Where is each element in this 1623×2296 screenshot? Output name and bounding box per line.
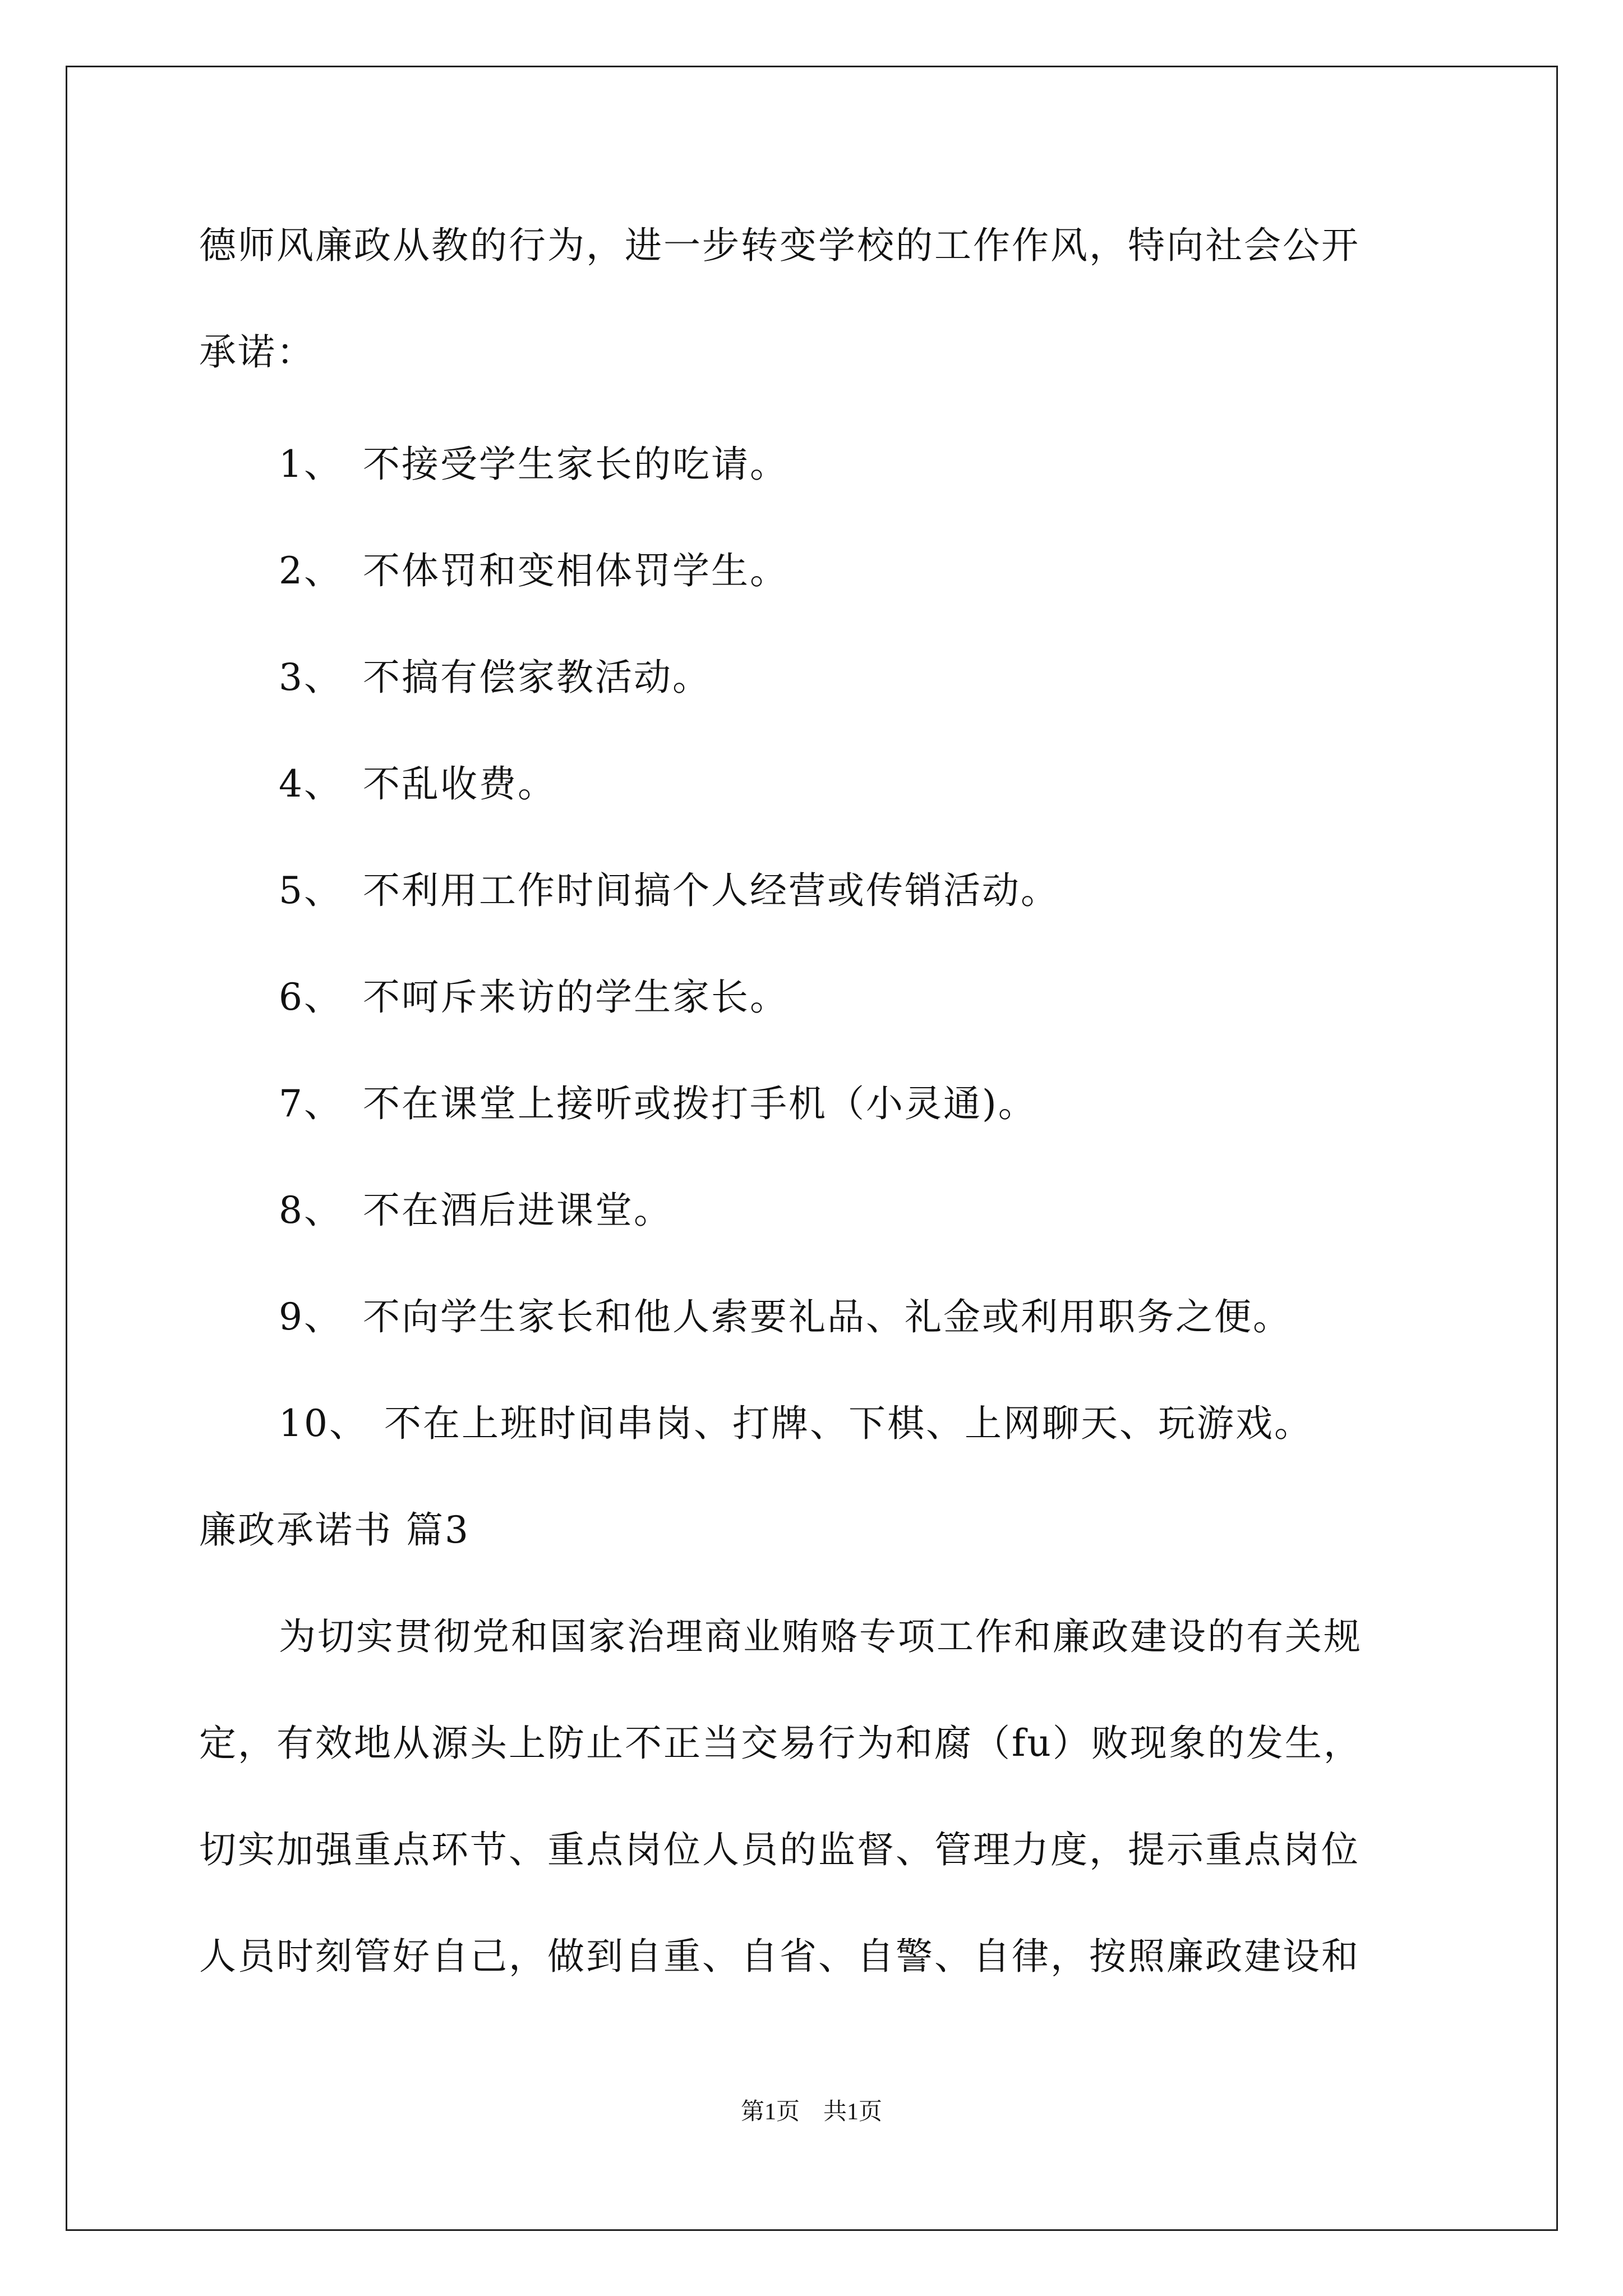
list-item-number: 4、 — [279, 762, 343, 806]
paragraph-line: 定，有效地从源头上防止不正当交易行为和腐（fu）败现象的发生， — [199, 1722, 1362, 1765]
paragraph-line: 为切实贯彻党和国家治理商业贿赂专项工作和廉政建设的有关规 — [279, 1615, 1362, 1658]
list-item-number: 9、 — [279, 1295, 343, 1338]
list-item-text: 不在上班时间串岗、打牌、下棋、上网聊天、玩游戏。 — [384, 1402, 1313, 1445]
page-number-footer: 第1页 共1页 — [740, 2099, 882, 2125]
list-item-text: 不接受学生家长的吃请。 — [363, 443, 789, 486]
intro-line: 承诺： — [199, 330, 315, 374]
list-item-number: 3、 — [279, 656, 343, 699]
paragraph-line: 切实加强重点环节、重点岗位人员的监督、管理力度，提示重点岗位 — [199, 1828, 1360, 1871]
list-item-number: 2、 — [279, 549, 343, 592]
list-item-text: 不乱收费。 — [363, 762, 556, 806]
section-heading: 廉政承诺书 篇3 — [199, 1508, 470, 1552]
page-border — [66, 66, 1558, 2231]
list-item-text: 不搞有偿家教活动。 — [363, 656, 711, 699]
list-item-number: 7、 — [279, 1082, 343, 1125]
list-item-number: 5、 — [279, 869, 343, 912]
list-item-number: 10、 — [279, 1402, 368, 1445]
list-item-number: 8、 — [279, 1189, 343, 1232]
list-item-text: 不利用工作时间搞个人经营或传销活动。 — [363, 869, 1059, 912]
list-item-text: 不呵斥来访的学生家长。 — [363, 976, 789, 1019]
list-item-number: 6、 — [279, 976, 343, 1019]
list-item-text: 不在课堂上接听或拨打手机（小灵通)。 — [363, 1082, 1037, 1125]
intro-line: 德师风廉政从教的行为，进一步转变学校的工作作风，特向社会公开 — [199, 224, 1360, 267]
paragraph-line: 人员时刻管好自己，做到自重、自省、自警、自律，按照廉政建设和 — [199, 1935, 1360, 1978]
list-item-text: 不体罚和变相体罚学生。 — [363, 549, 789, 592]
list-item-text: 不向学生家长和他人索要礼品、礼金或利用职务之便。 — [363, 1295, 1292, 1338]
list-item-number: 1、 — [279, 443, 343, 486]
list-item-text: 不在酒后进课堂。 — [363, 1189, 672, 1232]
